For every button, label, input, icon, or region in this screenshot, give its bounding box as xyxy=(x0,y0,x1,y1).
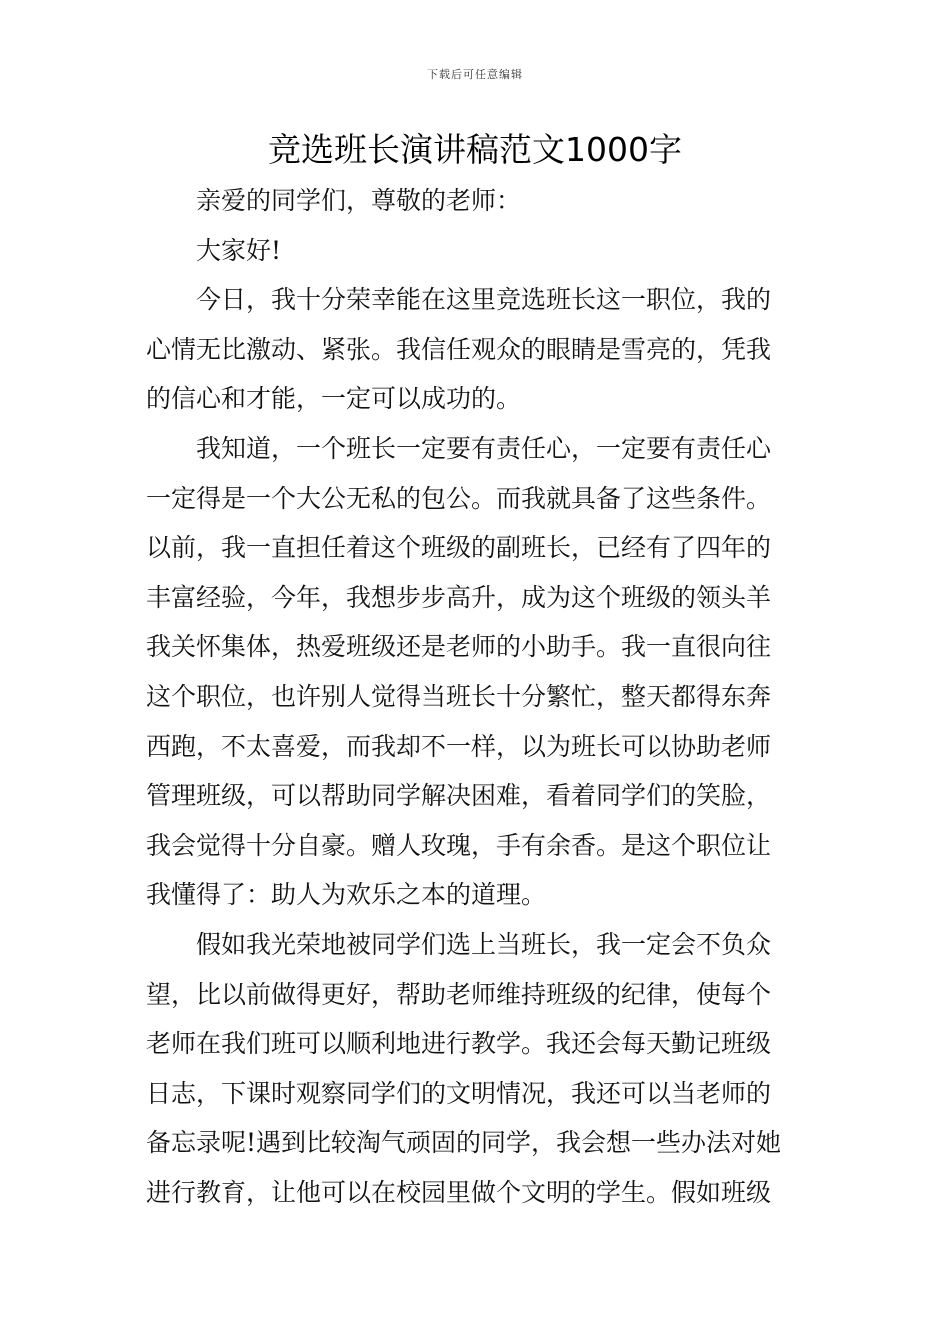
text-line: 日志，下课时观察同学们的文明情况，我还可以当老师的 xyxy=(146,1078,772,1108)
text-line: 的信心和才能，一定可以成功的。 xyxy=(146,384,522,414)
text-line: 我懂得了：助人为欢乐之本的道理。 xyxy=(146,880,547,910)
text-line: 我关怀集体，热爱班级还是老师的小助手。我一直很向往 xyxy=(146,632,772,662)
text-line: 以前，我一直担任着这个班级的副班长，已经有了四年的 xyxy=(146,533,772,563)
text-line: 这个职位，也许别人觉得当班长十分繁忙，整天都得东奔 xyxy=(146,681,772,711)
text-line: 大家好! xyxy=(196,235,282,265)
text-line: 管理班级，可以帮助同学解决困难，看着同学们的笑脸， xyxy=(146,781,772,811)
text-line: 丰富经验，今年，我想步步高升，成为这个班级的领头羊 xyxy=(146,582,772,612)
text-line: 老师在我们班可以顺利地进行教学。我还会每天勤记班级 xyxy=(146,1029,772,1059)
text-line: 我知道，一个班长一定要有责任心，一定要有责任心 xyxy=(196,433,772,463)
text-line: 今日，我十分荣幸能在这里竞选班长这一职位，我的 xyxy=(196,285,772,315)
document-title: 竞选班长演讲稿范文1000字 xyxy=(268,130,682,169)
text-line: 假如我光荣地被同学们选上当班长，我一定会不负众 xyxy=(196,929,772,959)
document-body xyxy=(146,176,806,1217)
text-line: 一定得是一个大公无私的包公。而我就具备了这些条件。 xyxy=(146,483,772,513)
text-line: 望，比以前做得更好，帮助老师维持班级的纪律，使每个 xyxy=(146,979,772,1009)
text-line: 进行教育，让他可以在校园里做个文明的学生。假如班级 xyxy=(146,1177,772,1207)
text-line: 我会觉得十分自豪。赠人玫瑰，手有余香。是这个职位让 xyxy=(146,830,772,860)
text-line: 亲爱的同学们，尊敬的老师： xyxy=(196,186,522,215)
text-line: 备忘录呢!遇到比较淘气顽固的同学，我会想一些办法对她 xyxy=(146,1128,782,1158)
header-note: 下载后可任意编辑 xyxy=(427,68,523,81)
text-line: 西跑，不太喜爱，而我却不一样，以为班长可以协助老师 xyxy=(146,731,772,761)
text-line: 心情无比激动、紧张。我信任观众的眼睛是雪亮的，凭我 xyxy=(146,334,772,364)
